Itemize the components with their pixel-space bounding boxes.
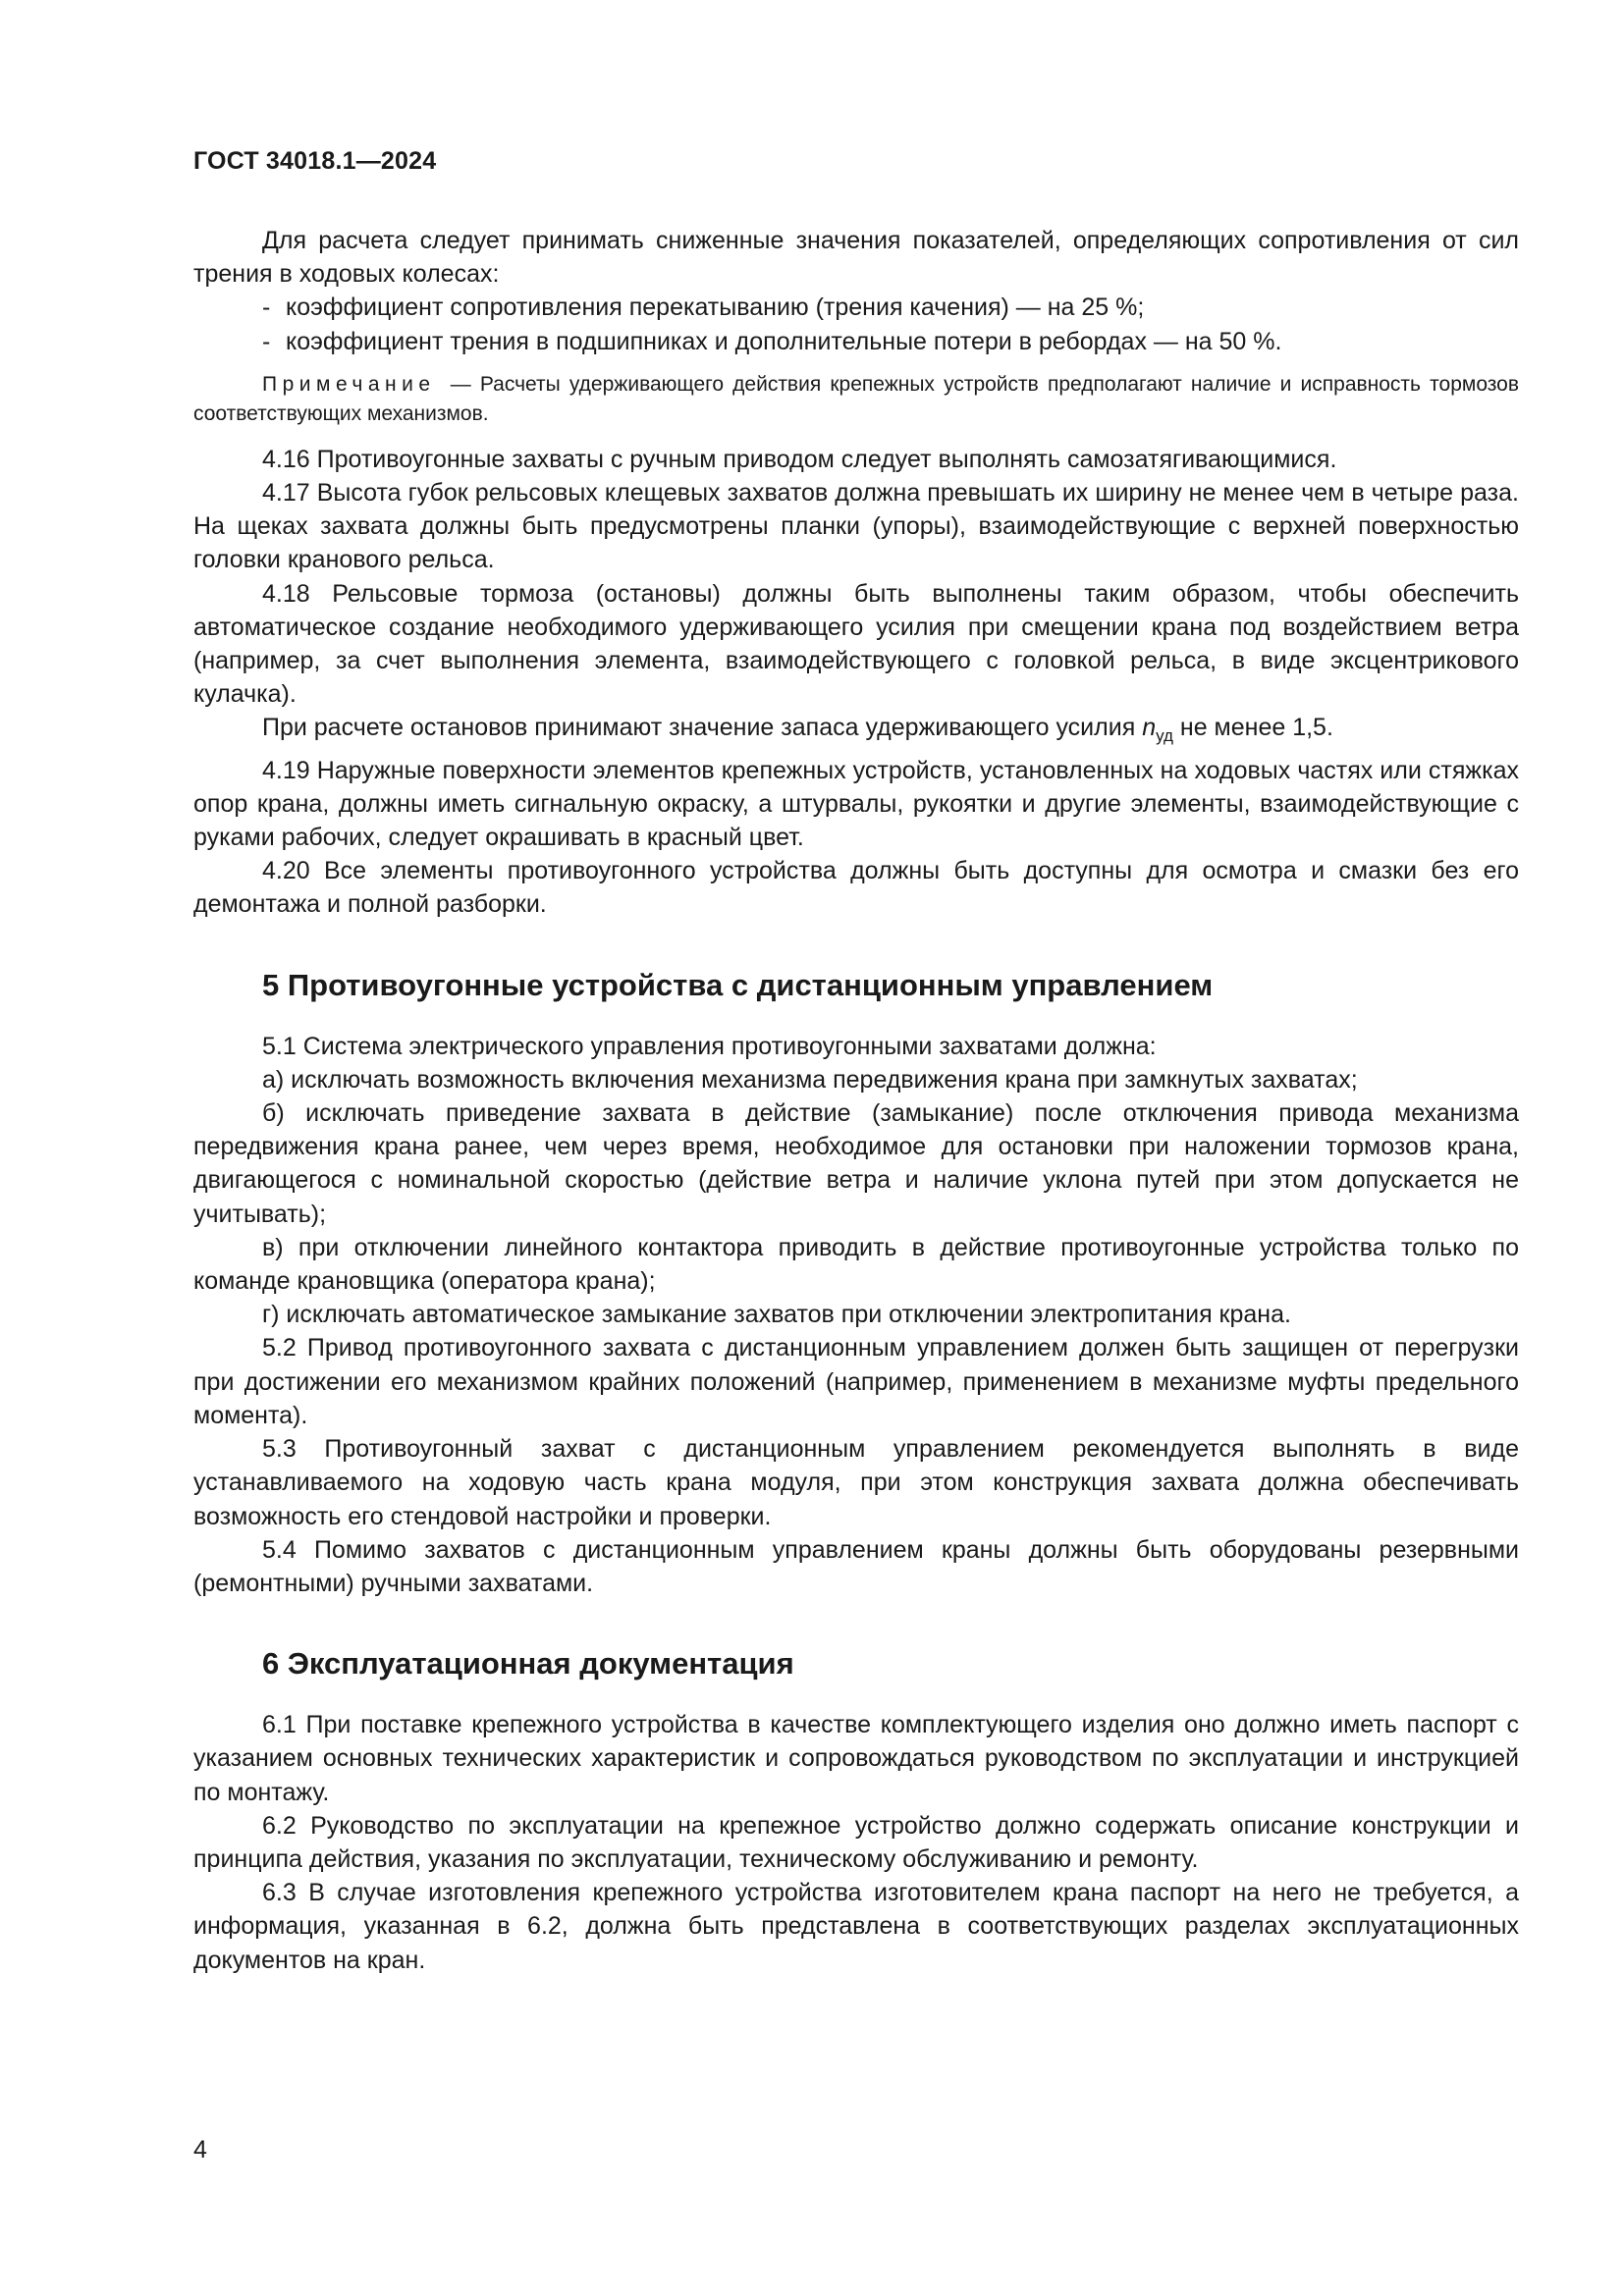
formula-variable: n	[1142, 714, 1157, 742]
text-fragment: При расчете остановов принимают значение запаса удерживающего усилия	[262, 714, 1143, 742]
section-5-heading: 5 Противоугонные устройства с дистанционным управлением	[262, 967, 1214, 1002]
bullet-marker: -	[262, 327, 271, 355]
clause-5-4: 5.4 Помимо захватов с дистанционным управлением краны должны быть оборудованы резервными (ремонтными) ручными захватами.	[193, 1535, 1519, 1597]
clause-5-1-g: г) исключать автоматическое замыкание захватов при отключении электропитания крана.	[262, 1301, 1291, 1329]
section-6-heading: 6 Эксплуатационная документация	[262, 1646, 794, 1682]
clause-4-17: 4.17 Высота губок рельсовых клещевых захватов должна превышать их ширину не менее чем в четыре раза. На щеках захвата должны быть предусмотрены планки (упоры), взаимодействующие с верхней поверхностью головки кранового рельса.	[193, 479, 1519, 574]
clause-5-1: 5.1 Система электрического управления противоугонными захватами должна:	[262, 1032, 1157, 1060]
clause-4-19: 4.19 Наружные поверхности элементов крепежных устройств, установленных на ходовых частях или стяжках опор крана, должны иметь сигнальную окраску, а штурвалы, рукоятки и другие элементы, взаимодействующие с руками рабочих, следует окрашивать в красный цвет.	[193, 756, 1519, 852]
clause-6-1: 6.1 При поставке крепежного устройства в качестве комплектующего изделия оно должно иметь паспорт с указанием основных технических характеристик и сопровождаться руководством по эксплуатации и инструкцией по монтажу.	[193, 1711, 1519, 1806]
list-item	[193, 325, 1519, 358]
clause-6-3: 6.3 В случае изготовления крепежного устройства изготовителем крана паспорт на него не требуется, а информация, указанная в 6.2, должна быть представлена в соответствующих разделах эксплуатационных документов на кран.	[193, 1879, 1519, 1974]
list-item-text: коэффициент сопротивления перекатыванию (трения качения) — на 25 %;	[286, 294, 1145, 322]
formula-subscript: уд	[1156, 726, 1173, 746]
clause-4-20: 4.20 Все элементы противоугонного устройства должны быть доступны для осмотра и смазки без его демонтажа и полной разборки.	[193, 857, 1519, 919]
clause-4-18: 4.18 Рельсовые тормоза (остановы) должны быть выполнены таким образом, чтобы обеспечить автоматическое создание необходимого удерживающего усилия при смещении крана под воздействием ветра (например, за счет выполнения элемента, взаимодействующего с головкой рельса, в виде эксцентрикового кулачка).	[193, 579, 1519, 709]
clause-5-2: 5.2 Привод противоугонного захвата с дистанционным управлением должен быть защищен от перегрузки при достижении его механизмом крайних положений (например, применением в механизме муфты предельного момента).	[193, 1334, 1519, 1429]
paragraph: Для расчета следует принимать сниженные значения показателей, определяющих сопротивления от сил трения в ходовых колесах:	[193, 227, 1519, 289]
bullet-marker: -	[262, 294, 271, 322]
document-body	[193, 224, 1519, 1977]
page-number: 4	[193, 2136, 207, 2163]
note-text: — Расчеты удерживающего действия крепежных устройств предполагают наличие и исправность тормозов соответствующих механизмов.	[193, 372, 1519, 425]
note	[193, 370, 1519, 429]
document-standard-id: ГОСТ 34018.1—2024	[193, 147, 437, 175]
clause-4-16: 4.16 Противоугонные захваты с ручным приводом следует выполнять самозатягивающимися.	[262, 445, 1337, 473]
text-fragment: не менее 1,5.	[1172, 714, 1333, 742]
clause-4-18-continuation	[193, 711, 1519, 753]
clause-5-3: 5.3 Противоугонный захват с дистанционным управлением рекомендуется выполнять в виде устанавливаемого на ходовую часть крана модуля, при этом конструкция захвата должна обеспечивать возможность его стендовой настройки и проверки.	[193, 1435, 1519, 1530]
clause-5-1-b: б) исключать приведение захвата в действие (замыкание) после отключения привода механизма передвижения крана ранее, чем через время, необходимое для остановки при наложении тормозов крана, двигающегося с номинальной скоростью (действие ветра и наличие уклона путей при этом допускается не учитывать);	[193, 1099, 1519, 1228]
note-label: Примечание	[262, 372, 436, 396]
list-item	[193, 291, 1519, 324]
clause-5-1-a: а) исключать возможность включения механизма передвижения крана при замкнутых захватах;	[262, 1065, 1358, 1094]
clause-6-2: 6.2 Руководство по эксплуатации на крепежное устройство должно содержать описание конструкции и принципа действия, указания по эксплуатации, техническому обслуживанию и ремонту.	[193, 1811, 1519, 1873]
clause-5-1-v: в) при отключении линейного контактора приводить в действие противоугонные устройства только по команде крановщика (оператора крана);	[193, 1233, 1519, 1296]
list-item-text: коэффициент трения в подшипниках и дополнительные потери в ребордах — на 50 %.	[286, 327, 1282, 355]
